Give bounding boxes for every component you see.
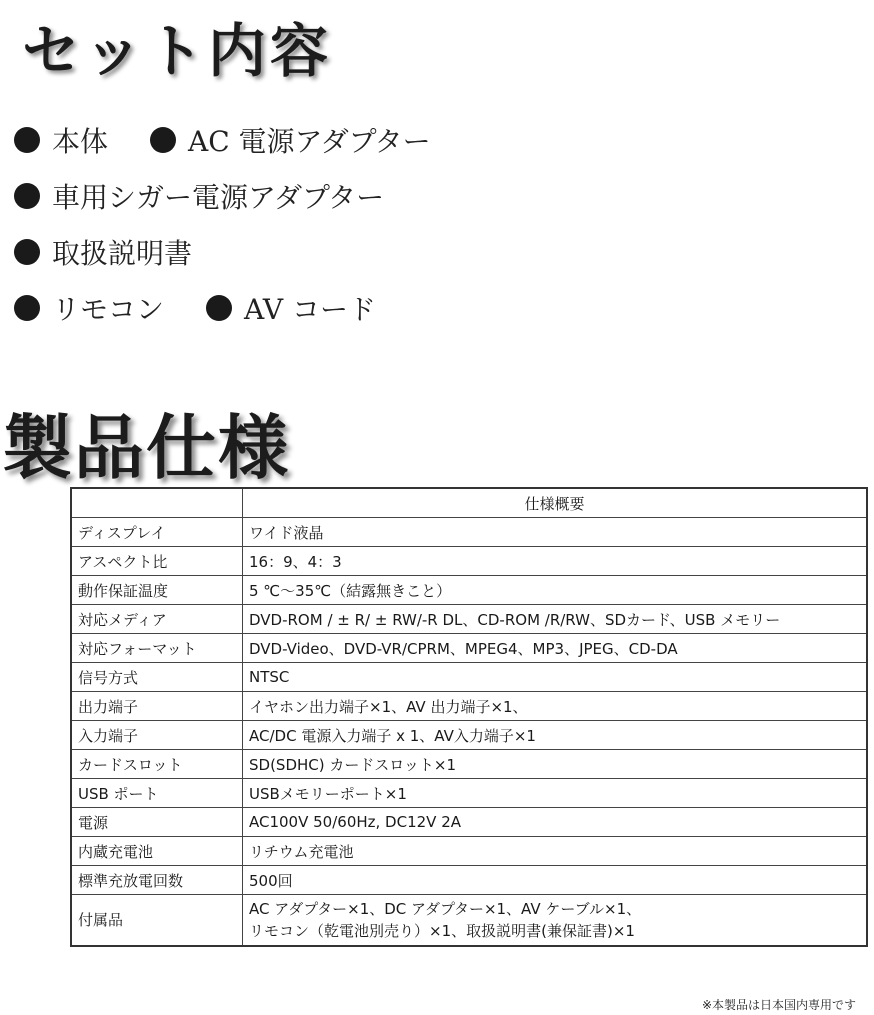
item-label: AV コード	[244, 293, 376, 326]
list-item	[14, 232, 192, 272]
bullet-icon	[14, 127, 40, 153]
list-item	[206, 288, 376, 328]
table-row	[71, 518, 867, 547]
row-label: 内蔵充電池	[71, 837, 243, 866]
row-label: 入力端子	[71, 721, 243, 750]
header-cell: 仕様概要	[243, 488, 868, 518]
spec-table	[70, 487, 868, 947]
set-contents-list	[14, 112, 473, 336]
row-value: リチウム充電池	[243, 837, 868, 866]
row-value: DVD-ROM / ± R/ ± RW/-R DL、CD-ROM /R/RW、SDカード、USB メモリー	[243, 605, 868, 634]
table-row	[71, 634, 867, 663]
table-row	[71, 663, 867, 692]
row-value: 16：9、4：3	[243, 547, 868, 576]
set-contents-title: セット内容	[22, 17, 333, 85]
list-item	[14, 176, 384, 216]
table-header-row	[71, 488, 867, 518]
row-value: DVD-Video、DVD-VR/CPRM、MPEG4、MP3、JPEG、CD-DA	[243, 634, 868, 663]
row-value: 5 ℃〜35℃（結露無きこと）	[243, 576, 868, 605]
row-value-line: リモコン（乾電池別売り）×1、取扱説明書(兼保証書)×1	[249, 922, 635, 940]
table-row	[71, 808, 867, 837]
list-item	[14, 288, 164, 328]
row-value	[243, 895, 868, 947]
table-row	[71, 692, 867, 721]
item-label: AC 電源アダプター	[188, 125, 431, 158]
row-label: 電源	[71, 808, 243, 837]
table-row	[71, 750, 867, 779]
row-label: 動作保証温度	[71, 576, 243, 605]
table-row	[71, 721, 867, 750]
row-label: アスペクト比	[71, 547, 243, 576]
item-label: リモコン	[52, 293, 165, 326]
table-row	[71, 837, 867, 866]
contents-row	[14, 224, 473, 280]
row-value: USBメモリーポート×1	[243, 779, 868, 808]
contents-row	[14, 112, 473, 168]
item-label: 車用シガー電源アダプター	[52, 181, 385, 214]
item-label: 本体	[52, 125, 109, 158]
table-row	[71, 547, 867, 576]
row-value-line: AC アダプター×1、DC アダプター×1、AV ケーブル×1、	[249, 900, 642, 918]
contents-row	[14, 168, 473, 224]
row-value: イヤホン出力端子×1、AV 出力端子×1、	[243, 692, 868, 721]
table-row	[71, 576, 867, 605]
row-value: SD(SDHC) カードスロット×1	[243, 750, 868, 779]
list-item	[150, 120, 431, 160]
bullet-icon	[14, 239, 40, 265]
row-label: 出力端子	[71, 692, 243, 721]
row-value: AC/DC 電源入力端子 x 1、AV入力端子×1	[243, 721, 868, 750]
bullet-icon	[14, 295, 40, 321]
row-label: 信号方式	[71, 663, 243, 692]
table-row	[71, 895, 867, 947]
row-label: カードスロット	[71, 750, 243, 779]
row-value: AC100V 50/60Hz, DC12V 2A	[243, 808, 868, 837]
table-row	[71, 779, 867, 808]
table-row	[71, 866, 867, 895]
item-label: 取扱説明書	[52, 237, 193, 270]
contents-row	[14, 280, 473, 336]
row-value: 500回	[243, 866, 868, 895]
row-label: 標準充放電回数	[71, 866, 243, 895]
list-item	[14, 120, 108, 160]
row-label: ディスプレイ	[71, 518, 243, 547]
table-row	[71, 605, 867, 634]
row-value: ワイド液晶	[243, 518, 868, 547]
header-empty-cell	[71, 488, 243, 518]
row-value: NTSC	[243, 663, 868, 692]
bullet-icon	[14, 183, 40, 209]
bullet-icon	[150, 127, 176, 153]
row-label: 付属品	[71, 895, 243, 947]
row-label: 対応メディア	[71, 605, 243, 634]
domestic-use-note: ※本製品は日本国内専用です	[701, 998, 856, 1012]
spec-title: 製品仕様	[2, 406, 290, 489]
row-label: USB ポート	[71, 779, 243, 808]
bullet-icon	[206, 295, 232, 321]
row-label: 対応フォーマット	[71, 634, 243, 663]
